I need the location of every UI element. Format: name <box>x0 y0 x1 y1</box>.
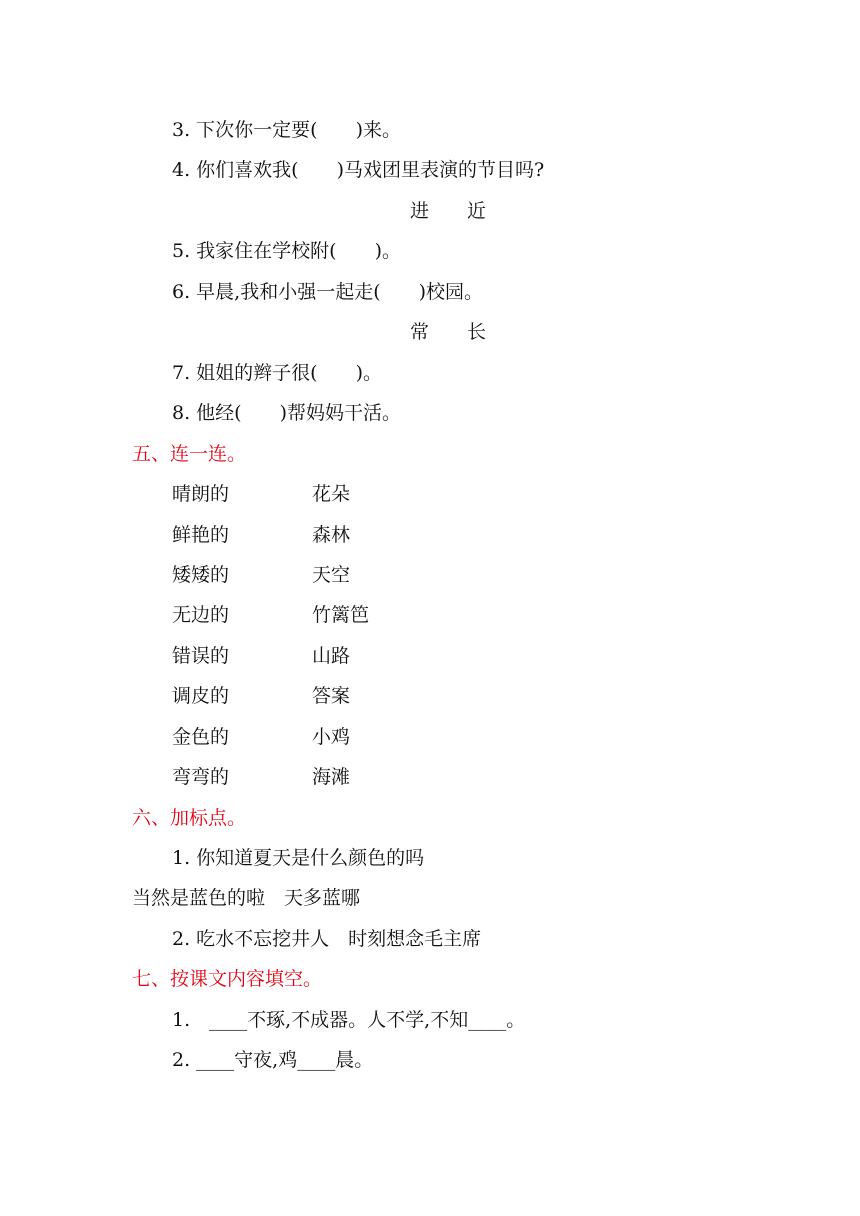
recitation-item-1: 1. ____不琢,不成器。人不学,不知____。 <box>172 1009 526 1031</box>
match-left-7: 金色的 <box>172 726 230 748</box>
match-right-4: 竹篱笆 <box>312 604 370 626</box>
match-right-5: 山路 <box>312 645 351 667</box>
match-right-7: 小鸡 <box>312 726 351 748</box>
fill-blank-item-7: 7. 姐姐的辫子很( )。 <box>172 362 382 384</box>
match-right-2: 森林 <box>312 524 351 546</box>
match-right-3: 天空 <box>312 564 351 586</box>
fill-blank-item-3: 3. 下次你一定要( )来。 <box>172 119 401 141</box>
fill-blank-item-8: 8. 他经( )帮妈妈干活。 <box>172 402 401 424</box>
match-left-6: 调皮的 <box>172 685 230 707</box>
match-left-1: 晴朗的 <box>172 483 230 505</box>
section-heading-7: 七、按课文内容填空。 <box>132 968 323 990</box>
match-left-8: 弯弯的 <box>172 766 230 788</box>
match-left-5: 错误的 <box>172 645 230 667</box>
section-heading-6: 六、加标点。 <box>132 807 247 829</box>
word-pair-1: 进 近 <box>410 200 487 222</box>
section-heading-5: 五、连一连。 <box>132 443 247 465</box>
match-left-2: 鲜艳的 <box>172 524 230 546</box>
fill-blank-item-4: 4. 你们喜欢我( )马戏团里表演的节目吗? <box>172 159 545 181</box>
punctuation-item-1-line-2: 当然是蓝色的啦 天多蓝哪 <box>132 887 361 909</box>
match-left-4: 无边的 <box>172 604 230 626</box>
punctuation-item-1-line-1: 1. 你知道夏天是什么颜色的吗 <box>172 847 425 869</box>
fill-blank-item-6: 6. 早晨,我和小强一起走( )校园。 <box>172 281 484 303</box>
match-left-3: 矮矮的 <box>172 564 230 586</box>
match-right-6: 答案 <box>312 685 351 707</box>
fill-blank-item-5: 5. 我家住在学校附( )。 <box>172 240 401 262</box>
punctuation-item-2: 2. 吃水不忘挖井人 时刻想念毛主席 <box>172 928 482 950</box>
word-pair-2: 常 长 <box>410 321 487 343</box>
match-right-1: 花朵 <box>312 483 351 505</box>
recitation-item-2: 2. ____守夜,鸡____晨。 <box>172 1049 374 1071</box>
match-right-8: 海滩 <box>312 766 351 788</box>
